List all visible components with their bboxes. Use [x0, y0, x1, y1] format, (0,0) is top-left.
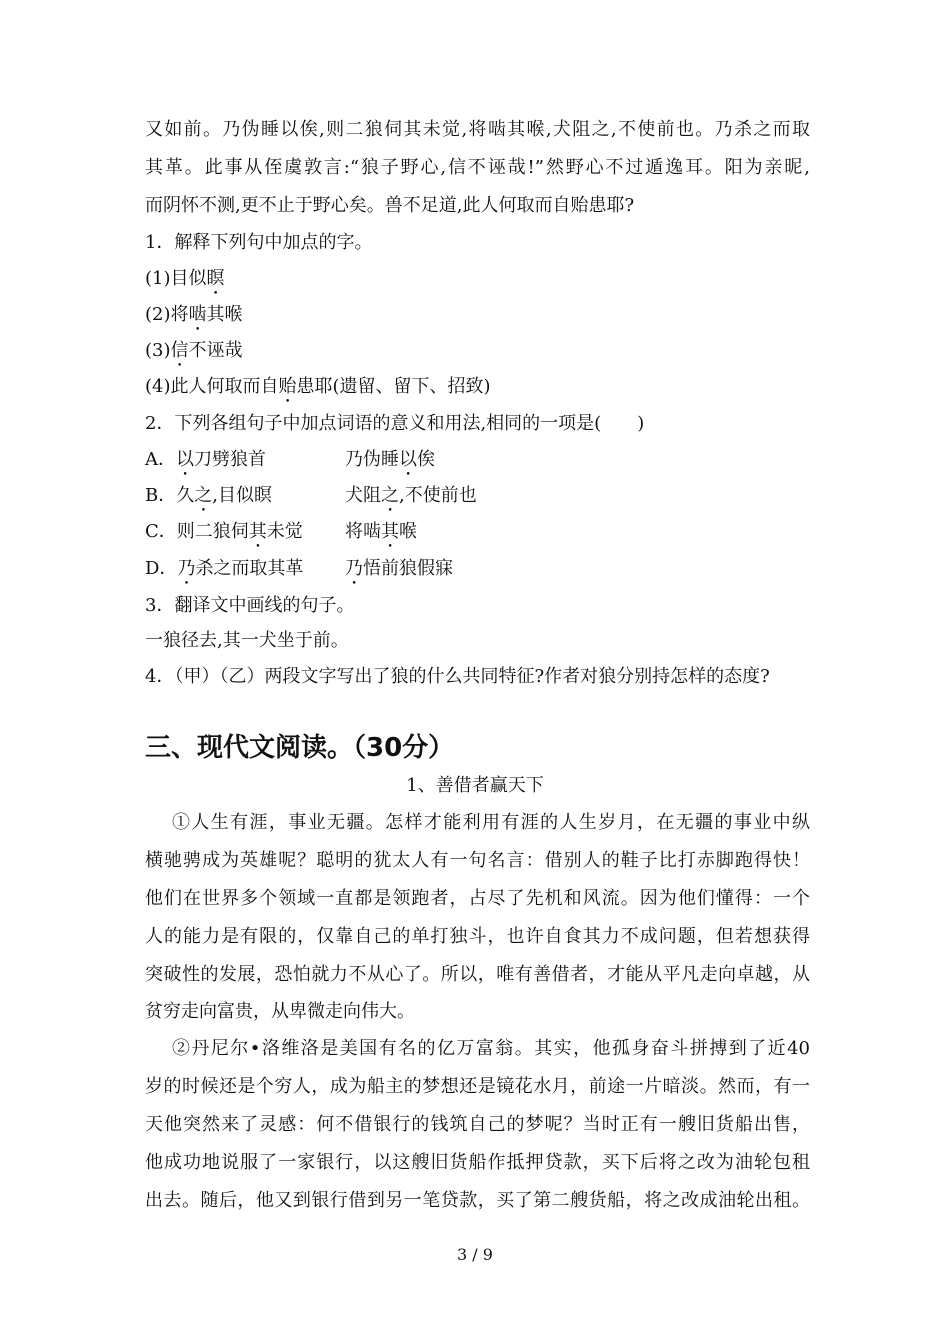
question-1-item	[145, 338, 810, 371]
article-line: 天他突然来了灵感：何不借银行的钱筑自己的梦呢？当时正有一艘旧货船出售，	[145, 1114, 810, 1135]
question-3-sentence: 一狼径去,其一犬坐于前。	[145, 630, 349, 651]
item-text: 其喉	[206, 304, 243, 325]
question-4-prompt: 4．（甲）（乙）两段文字写出了狼的什么共同特征?作者对狼分别持怎样的态度?	[145, 666, 770, 687]
question-2-prompt: 2．下列各组句子中加点词语的意义和用法,相同的一项是( )	[145, 413, 645, 434]
passage-line: 其革。此事从侄虞敦言:“狼子野心,信不诬哉!”然野心不过遁逸耳。阳为亲昵,	[145, 157, 810, 178]
dotted-character: 其	[381, 521, 399, 542]
option-b-right	[345, 483, 477, 516]
option-c-left	[145, 519, 303, 552]
page-number: 3 / 9	[457, 1245, 493, 1264]
dotted-character: 信	[170, 340, 189, 361]
option-text: C．则二狼伺	[145, 521, 249, 542]
option-text: B．久	[145, 485, 195, 506]
dotted-character: 之	[194, 485, 213, 506]
question-1-prompt: 1．解释下列句中加点的字。	[145, 232, 373, 253]
option-text: D．	[145, 558, 178, 579]
option-d-right	[345, 556, 453, 589]
section-heading: 三、现代文阅读。（30分）	[145, 733, 455, 763]
article-line: 人的能力是有限的，仅靠自己的单打独斗，也许自食其力不成问题，但若想获得	[145, 926, 810, 947]
item-text: (2)将	[145, 304, 189, 325]
dotted-character: 贻	[278, 376, 297, 397]
dotted-character: 乃	[177, 558, 196, 579]
option-b-left	[145, 483, 272, 516]
article-line: ①人生有涯，事业无疆。怎样才能利用有涯的人生岁月，在无疆的事业中纵	[172, 812, 810, 833]
option-text: 杀之而取其革	[195, 558, 304, 579]
option-text: 俟	[417, 449, 435, 470]
article-title: 1、善借者赢天下	[406, 775, 544, 796]
dotted-character: 以	[176, 449, 194, 470]
article-line: 他们在世界多个领域一直都是领跑者，占尽了先机和风流。因为他们懂得：一个	[145, 888, 810, 909]
option-a-left	[145, 447, 266, 480]
option-text: ,目似瞑	[212, 485, 272, 506]
article-line: 出去。随后，他又到银行借到另一笔贷款，买了第二艘货船，将之改成油轮出租。	[145, 1190, 810, 1211]
passage-line: 而阴怀不测,更不止于野心矣。兽不足道,此人何取而自贻患耶?	[145, 195, 635, 216]
option-text: 未觉	[266, 521, 303, 542]
option-text: A．	[145, 449, 176, 470]
passage-line: 又如前。乃伪睡以俟,则二狼伺其未觉,将啮其喉,犬阻之,不使前也。乃杀之而取	[145, 119, 810, 140]
item-text: (3)	[145, 340, 171, 361]
option-text: 犬阻	[345, 485, 381, 506]
item-text: 不诬哉	[188, 340, 243, 361]
article-line: ②丹尼尔•洛维洛是美国有名的亿万富翁。其实，他孤身奋斗拼搏到了近40	[172, 1038, 810, 1059]
dotted-character: 瞑	[206, 268, 225, 289]
option-a-right	[345, 447, 435, 480]
dotted-character: 之	[381, 485, 399, 506]
article-line: 贫穷走向富贵，从卑微走向伟大。	[145, 1001, 415, 1022]
item-text: (1)目似	[145, 268, 207, 289]
dotted-character: 其	[248, 521, 267, 542]
article-line: 他成功地说服了一家银行，以这艘旧货船作抵押贷款，买下后将之改为油轮包租	[145, 1152, 810, 1173]
option-d-left	[145, 556, 303, 589]
article-line: 突破性的发展，恐怕就力不从心了。所以，唯有善借者，才能从平凡走向卓越，从	[145, 964, 810, 985]
question-1-item	[145, 374, 810, 407]
item-text: (4)此人何取而自	[145, 376, 279, 397]
question-1-item	[145, 266, 810, 299]
option-text: 悟前狼假寐	[363, 558, 453, 579]
option-text: 刀劈狼首	[194, 449, 266, 470]
item-text: 患耶(遗留、留下、招致)	[296, 376, 491, 397]
question-1-item	[145, 302, 810, 335]
option-c-right	[345, 519, 417, 552]
dotted-character: 啮	[188, 304, 207, 325]
dotted-character: 乃	[345, 558, 363, 579]
option-text: 喉	[399, 521, 417, 542]
option-text: 将啮	[345, 521, 381, 542]
question-3-prompt: 3．翻译文中画线的句子。	[145, 595, 355, 616]
option-text: 乃伪睡	[345, 449, 399, 470]
article-line: 横驰骋成为英雄呢？聪明的犹太人有一句名言：借别人的鞋子比打赤脚跑得快！	[145, 850, 810, 871]
article-line: 岁的时候还是个穷人，成为船主的梦想还是镜花水月，前途一片暗淡。然而，有一	[145, 1076, 810, 1097]
option-text: ,不使前也	[399, 485, 477, 506]
dotted-character: 以	[399, 449, 417, 470]
